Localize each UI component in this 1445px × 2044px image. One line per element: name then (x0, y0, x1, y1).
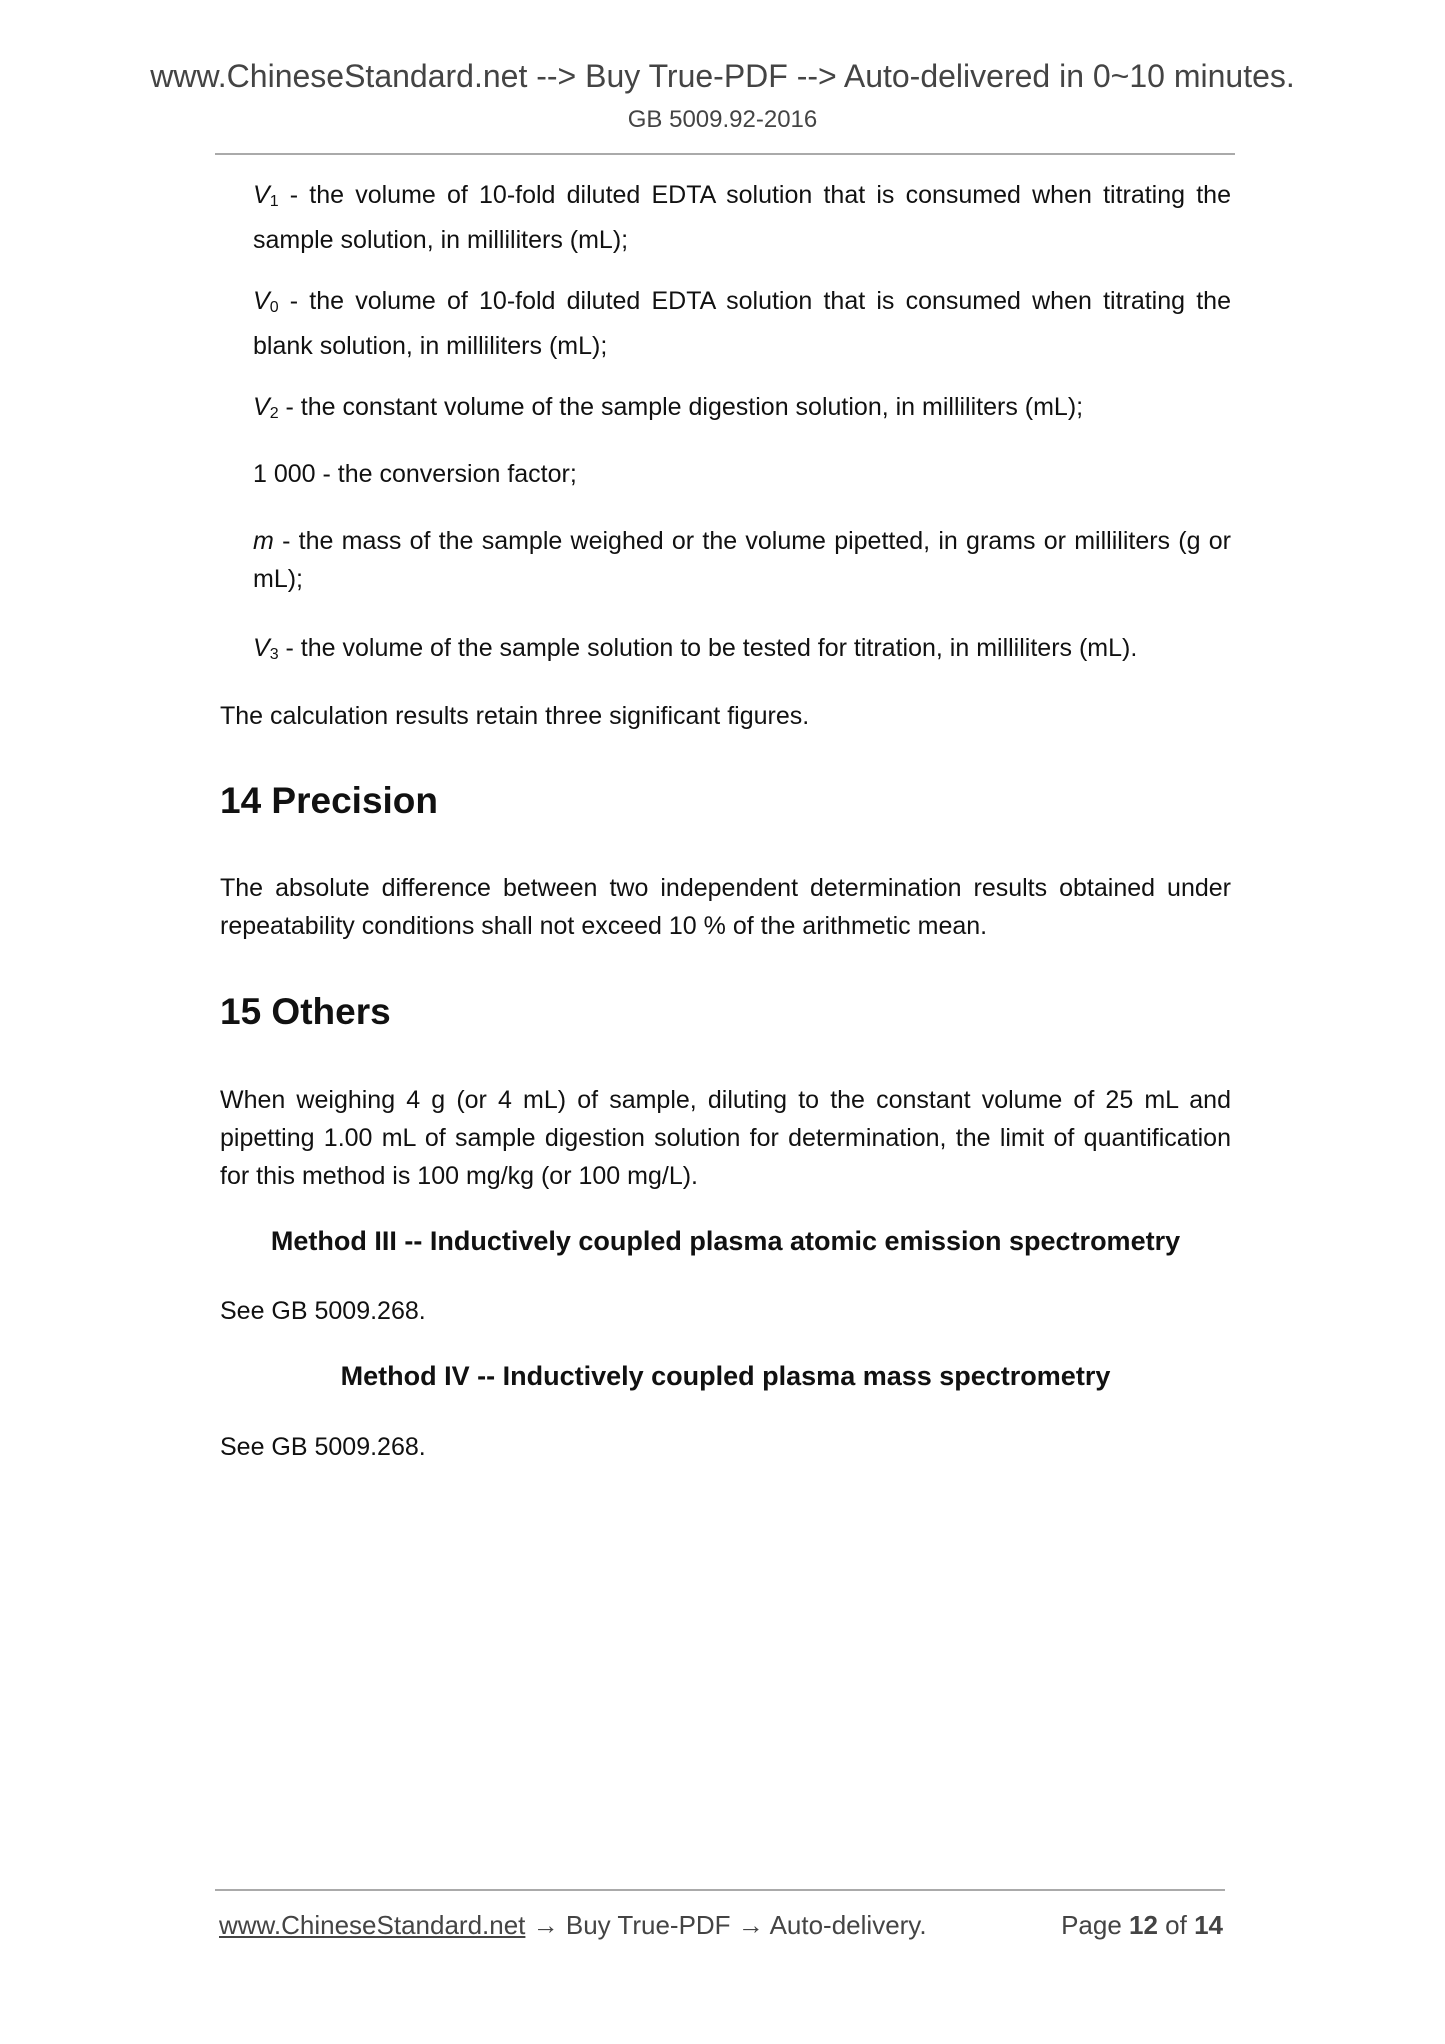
section-15-heading: 15 Others (220, 991, 391, 1032)
method-4-heading: Method IV -- Inductively coupled plasma mass spectrometry (340, 1361, 1111, 1391)
section-15-text: When weighing 4 g (or 4 mL) of sample, diluting to the constant volume of 25 mL and pipetting 1.00 mL of sample digestion solution for determination, the limit of quantification for this method is 100 mg/kg (or 100 mg/L). (220, 1086, 1231, 1190)
calculation-note: The calculation results retain three significant figures. (220, 702, 810, 730)
definition-v2: $V_2$ - the constant volume of the sample digestion solution, in milliliters (mL); (253, 393, 1084, 422)
definition-v0: $V_0$ - the volume of 10-fold diluted EDTA solution that is consumed when titrating the blank solution, in milliliters (mL); (253, 287, 1231, 360)
definition-m: m - the mass of the sample weighed or the volume pipetted, in grams or milliliters (g or mL); (253, 527, 1231, 593)
section-14-heading: 14 Precision (220, 780, 439, 821)
page-indicator: Page 12 of 14 (1061, 1910, 1223, 1940)
method-3-text: See GB 5009.268. (220, 1297, 426, 1325)
section-14-text: The absolute difference between two independent determination results obtained under repeatability conditions shall not exceed 10 % of the arithmetic mean. (220, 874, 1231, 940)
footer-link[interactable]: www.ChineseStandard.net (219, 1910, 526, 1940)
header-divider (215, 153, 1235, 155)
footer-divider (215, 1889, 1225, 1891)
method-4-text: See GB 5009.268. (220, 1433, 426, 1461)
document-id: GB 5009.92-2016 (627, 106, 818, 133)
footer-left: www.ChineseStandard.net → Buy True-PDF → Auto-delivery. (219, 1910, 927, 1940)
header-banner: www.ChineseStandard.net --> Buy True-PDF --> Auto-delivered in 0~10 minutes. (150, 58, 1295, 94)
definition-v1: $V_1$ - the volume of 10-fold diluted EDTA solution that is consumed when titrating the sample solution, in milliliters (mL); (253, 181, 1231, 254)
definition-v3: $V_3$ - the volume of the sample solution to be tested for titration, in milliliters (mL). (253, 634, 1138, 663)
method-3-heading: Method III -- Inductively coupled plasma atomic emission spectrometry (270, 1226, 1181, 1256)
definition-factor: 1 000 - the conversion factor; (253, 460, 577, 488)
